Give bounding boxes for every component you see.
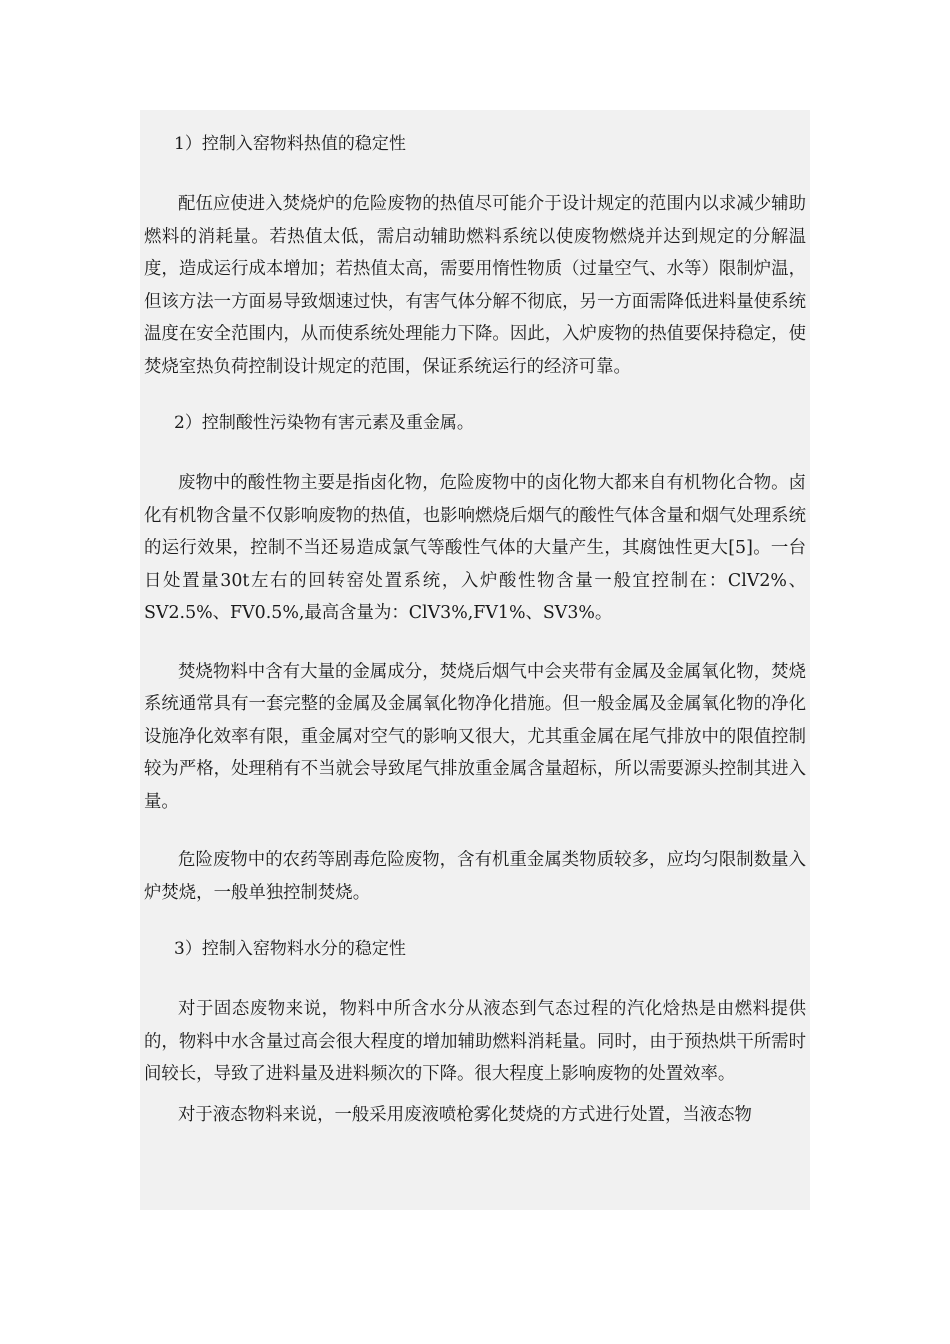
- paragraph-pesticides: 危险废物中的农药等剧毒危险废物，含有机重金属类物质较多，应均匀限制数量入炉焚烧，一般单独控制焚烧。: [144, 850, 806, 903]
- paragraph-solid-moisture: 对于固态废物来说，物料中所含水分从液态到气态过程的汽化焓热是由燃料提供的，物料中水含量过高会很大程度的增加辅助燃料消耗量。同时，由于预热烘干所需时间较长，导致了进料量及进料频次的下降。很大程度上影响废物的处置效率。: [144, 999, 806, 1084]
- section-heading-1: 1）控制入窑物料热值的稳定性: [174, 134, 406, 154]
- paragraph-acidic-pollutants: 废物中的酸性物主要是指卤化物，危险废物中的卤化物大都来自有机物化合物。卤化有机物含量不仅影响废物的热值，也影响燃烧后烟气的酸性气体含量和烟气处理系统的运行效果，控制不当还易造成氯气等酸性气体的大量产生，其腐蚀性更大[5]。一台日处置量30t左右的回转窑处置系统，入炉酸性物含量一般宜控制在：ClV2%、SV2.5%、FV0.5%,最高含量为：ClV3%,FV1%、SV3%。: [144, 473, 806, 623]
- paragraph-liquid-moisture: 对于液态物料来说，一般采用废液喷枪雾化焚烧的方式进行处置，当液态物: [178, 1104, 752, 1125]
- document-body: [140, 110, 810, 1210]
- section-heading-3: 3）控制入窑物料水分的稳定性: [174, 939, 406, 959]
- paragraph-metals: 焚烧物料中含有大量的金属成分，焚烧后烟气中会夹带有金属及金属氧化物，焚烧系统通常具有一套完整的金属及金属氧化物净化措施。但一般金属及金属氧化物的净化设施净化效率有限，重金属对空气的影响又很大，尤其重金属在尾气排放中的限值控制较为严格，处理稍有不当就会导致尾气排放重金属含量超标，所以需要源头控制其进入量。: [144, 661, 806, 812]
- paragraph-heat-value: 配伍应使进入焚烧炉的危险废物的热值尽可能介于设计规定的范围内以求减少辅助燃料的消耗量。若热值太低，需启动辅助燃料系统以使废物燃烧并达到规定的分解温度，造成运行成本增加；若热值太高，需要用惰性物质（过量空气、水等）限制炉温，但该方法一方面易导致烟速过快，有害气体分解不彻底，另一方面需降低进料量使系统温度在安全范围内，从而使系统处理能力下降。因此，入炉废物的热值要保持稳定，使焚烧室热负荷控制设计规定的范围，保证系统运行的经济可靠。: [144, 194, 806, 377]
- section-heading-2: 2）控制酸性污染物有害元素及重金属。: [174, 413, 474, 433]
